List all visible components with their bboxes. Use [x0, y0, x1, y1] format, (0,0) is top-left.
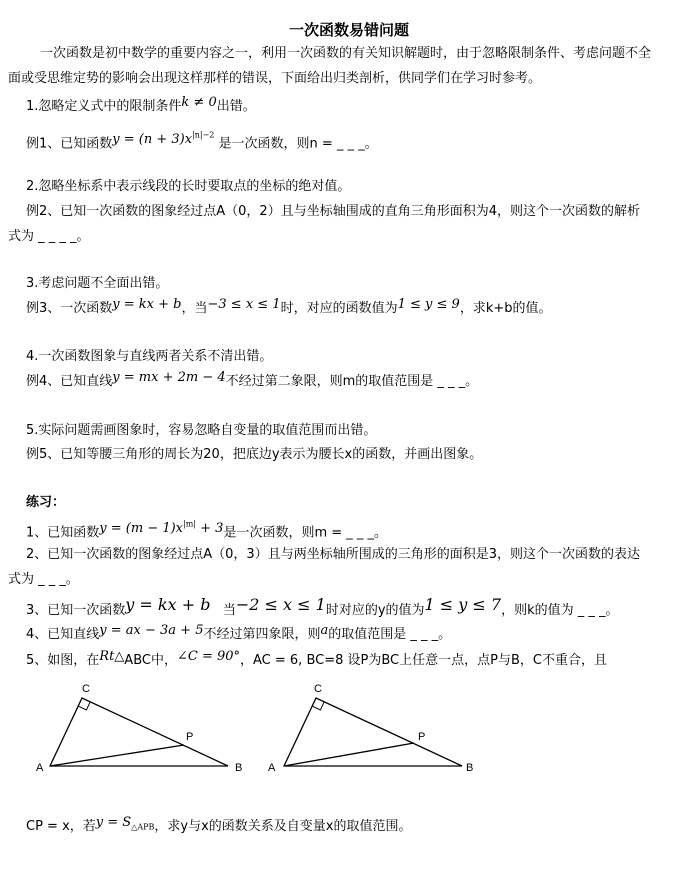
practice-q2-line-2: 式为 _ _ _。 [8, 572, 79, 587]
example-2-line-2: 式为 _ _ _ _。 [8, 229, 90, 244]
section-5-heading: 5.实际问题需画图象时，容易忽略自变量的取值范围而出错。 [26, 423, 377, 438]
practice-q2-line-1: 2、已知一次函数的图象经过点A（0，3）且与两坐标轴所围成的三角形的面积是3，则这个一次函数的表达 [26, 547, 640, 562]
practice-q3: 3、已知一次函数y = kx + b 当−2 ≤ x ≤ 1时对应的y的值为1 ≤ y ≤ 7，则k的值为 _ _ _。 [26, 595, 619, 618]
label-a-right: A [268, 762, 276, 774]
math-k-not-zero: k ≠ 0 [181, 95, 217, 110]
example-5: 例5、已知等腰三角形的周长为20，把底边y表示为腰长x的函数，并画出图象。 [26, 447, 483, 462]
intro-line-2: 面或受思维定势的影响会出现这样那样的错误，下面给出归类剖析，供同学们在学习时参考。 [8, 71, 542, 86]
practice-q5: 5、如图，在Rt△ABC中，∠C = 90°，AC = 6, BC=8 设P为BC上任意一点，点P与B，C不重合，且 [26, 649, 607, 668]
label-b-right: B [466, 762, 474, 774]
triangle-abc-left [50, 698, 228, 766]
section-4-heading: 4.一次函数图象与直线两者关系不清出错。 [26, 349, 273, 364]
example-1: 例1、已知函数$y = (n + 3)x^{|n|-2}$ 是一次函数，则n = _ _ _。 [26, 131, 378, 152]
example-2-line-1: 例2、已知一次函数的图象经过点A（0，2）且与坐标轴围成的直角三角形面积为4，则这个一次函数的解析 [26, 204, 640, 219]
triangle-figure-left [36, 683, 242, 774]
triangle-abc-right [284, 698, 462, 766]
document-title: 一次函数易错问题 [288, 21, 409, 39]
section-2-heading: 2.忽略坐标系中表示线段的长时要取点的坐标的绝对值。 [26, 179, 351, 194]
section-3-heading: 3.考虑问题不全面出错。 [26, 276, 169, 291]
label-a-left: A [36, 762, 44, 774]
label-b-left: B [235, 762, 243, 774]
intro-line-1: 一次函数是初中数学的重要内容之一，利用一次函数的有关知识解题时，由于忽略限制条件、考虑问题不全 [40, 46, 652, 61]
triangle-figures [0, 676, 698, 786]
label-c-left: C [82, 683, 90, 695]
section-1-heading: 1.忽略定义式中的限制条件k ≠ 0出错。 [26, 95, 256, 114]
practice-heading: 练习： [26, 495, 66, 510]
example-4: 例4、已知直线y = mx + 2m − 4不经过第二象限，则m的取值范围是 _ _ _。 [26, 370, 479, 389]
label-p-left: P [186, 731, 194, 743]
practice-q4: 4、已知直线y = ax − 3a + 5不经过第四象限，则a的取值范围是 _ _ _。 [26, 623, 452, 642]
example-3: 例3、一次函数y = kx + b，当−3 ≤ x ≤ 1时，对应的函数值为1 ≤ y ≤ 9，求k+b的值。 [26, 297, 552, 316]
math-area-apb: $y = S_{\triangle APB}$ [95, 815, 155, 832]
math-q1: $y = (m - 1)x^{|m|} + 3$ [99, 520, 224, 537]
triangle-figure-right [268, 683, 473, 774]
practice-q1: 1、已知函数$y = (m - 1)x^{|m|} + 3$是一次函数，则m = _ _ _。 [26, 520, 388, 541]
math-example-1: $y = (n + 3)x^{|n|-2}$ [112, 131, 215, 148]
practice-q5-last-line: CP = x，若$y = S_{\triangle APB}$，求y与x的函数关系及自变量x的取值范围。 [26, 815, 412, 834]
segment-ap-right [284, 743, 414, 766]
label-p-right: P [418, 731, 426, 743]
label-c-right: C [314, 683, 322, 695]
segment-ap-left [50, 745, 184, 766]
